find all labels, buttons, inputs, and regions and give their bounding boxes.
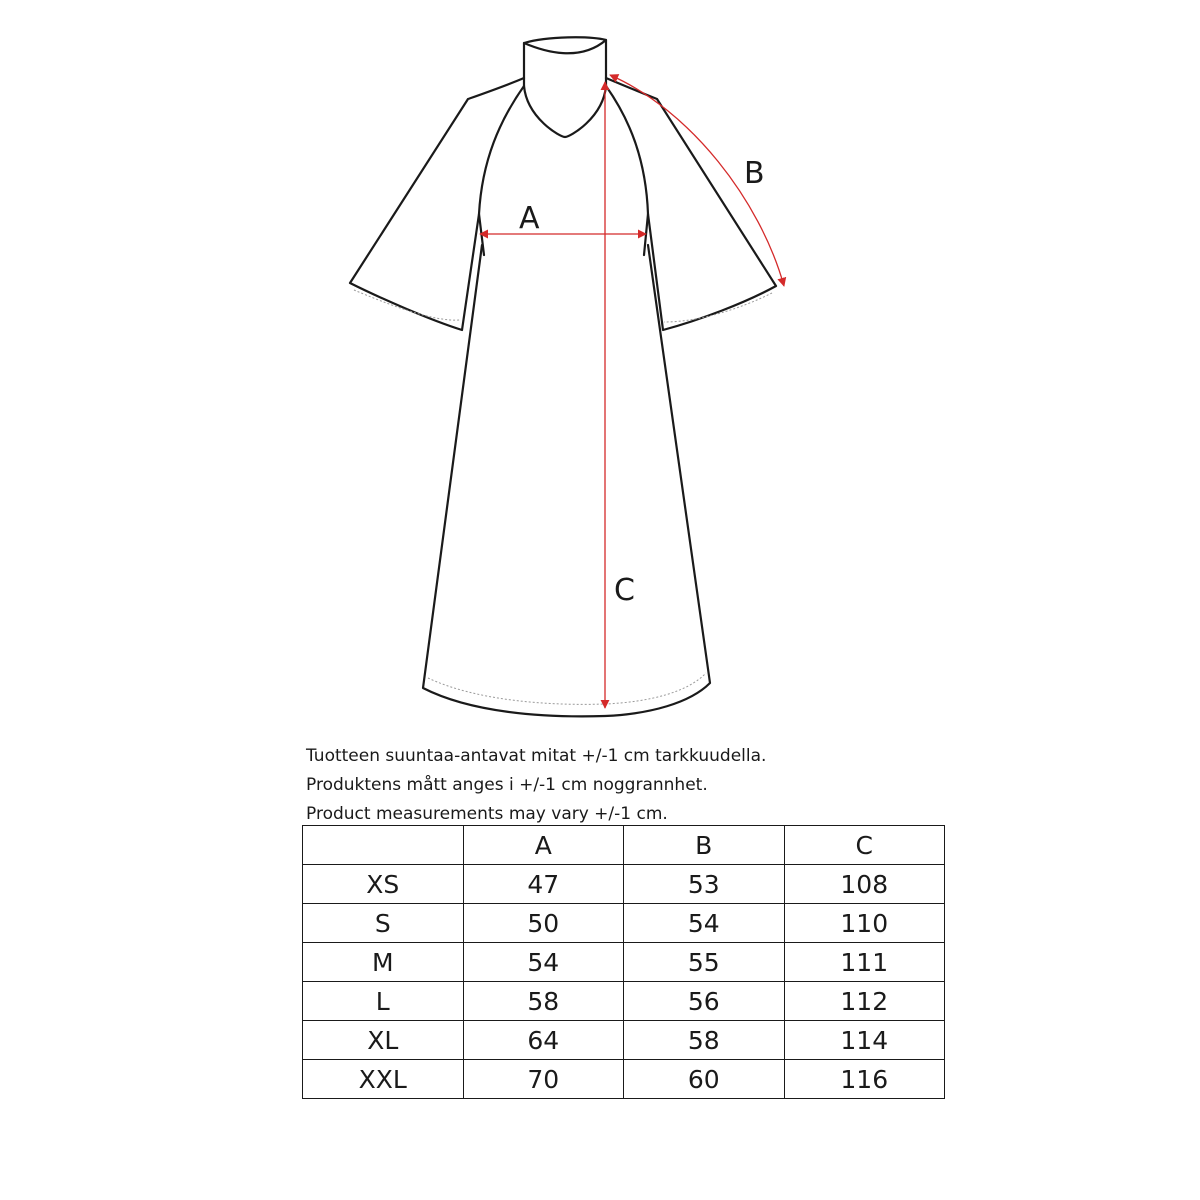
value-a-cell: 47 <box>463 865 624 904</box>
measurement-notes <box>306 742 766 829</box>
header-a-cell: A <box>463 826 624 865</box>
value-b-cell: 60 <box>624 1060 785 1099</box>
note-english: Product measurements may vary +/-1 cm. <box>306 804 668 824</box>
value-a-cell: 58 <box>463 982 624 1021</box>
table-row <box>303 1021 945 1060</box>
size-chart-table <box>302 825 945 1099</box>
size-cell: M <box>303 943 464 982</box>
left-sleeve-hem-stitching <box>354 290 460 320</box>
size-cell: L <box>303 982 464 1021</box>
value-b-cell: 55 <box>624 943 785 982</box>
size-cell: XXL <box>303 1060 464 1099</box>
value-c-cell: 114 <box>784 1021 945 1060</box>
measure-label-c: C <box>614 573 635 608</box>
left-raglan-seam <box>479 86 524 255</box>
note-finnish: Tuotteen suuntaa-antavat mitat +/-1 cm tarkkuudella. <box>306 746 767 766</box>
collar-fold-line <box>524 37 606 43</box>
value-c-cell: 112 <box>784 982 945 1021</box>
table-row <box>303 865 945 904</box>
skirt-outline <box>423 245 710 716</box>
left-sleeve-outline <box>350 78 524 330</box>
collar-outline <box>524 40 606 137</box>
value-c-cell: 111 <box>784 943 945 982</box>
size-cell: S <box>303 904 464 943</box>
measure-label-b: B <box>744 156 765 191</box>
table-row <box>303 943 945 982</box>
header-size-cell <box>303 826 464 865</box>
skirt-hem-stitching <box>428 673 706 704</box>
value-b-cell: 54 <box>624 904 785 943</box>
table-row <box>303 904 945 943</box>
value-b-cell: 58 <box>624 1021 785 1060</box>
table-row <box>303 1060 945 1099</box>
size-cell: XL <box>303 1021 464 1060</box>
value-b-cell: 56 <box>624 982 785 1021</box>
value-c-cell: 108 <box>784 865 945 904</box>
measure-label-a: A <box>519 201 540 236</box>
header-c-cell: C <box>784 826 945 865</box>
right-raglan-seam <box>606 86 648 255</box>
value-a-cell: 70 <box>463 1060 624 1099</box>
size-cell: XS <box>303 865 464 904</box>
value-b-cell: 53 <box>624 865 785 904</box>
table-header-row <box>303 826 945 865</box>
right-sleeve-outline <box>606 78 776 330</box>
table-row <box>303 982 945 1021</box>
value-a-cell: 64 <box>463 1021 624 1060</box>
note-swedish: Produktens mått anges i +/-1 cm noggrannhet. <box>306 775 708 795</box>
header-b-cell: B <box>624 826 785 865</box>
value-c-cell: 116 <box>784 1060 945 1099</box>
value-a-cell: 54 <box>463 943 624 982</box>
value-c-cell: 110 <box>784 904 945 943</box>
value-a-cell: 50 <box>463 904 624 943</box>
